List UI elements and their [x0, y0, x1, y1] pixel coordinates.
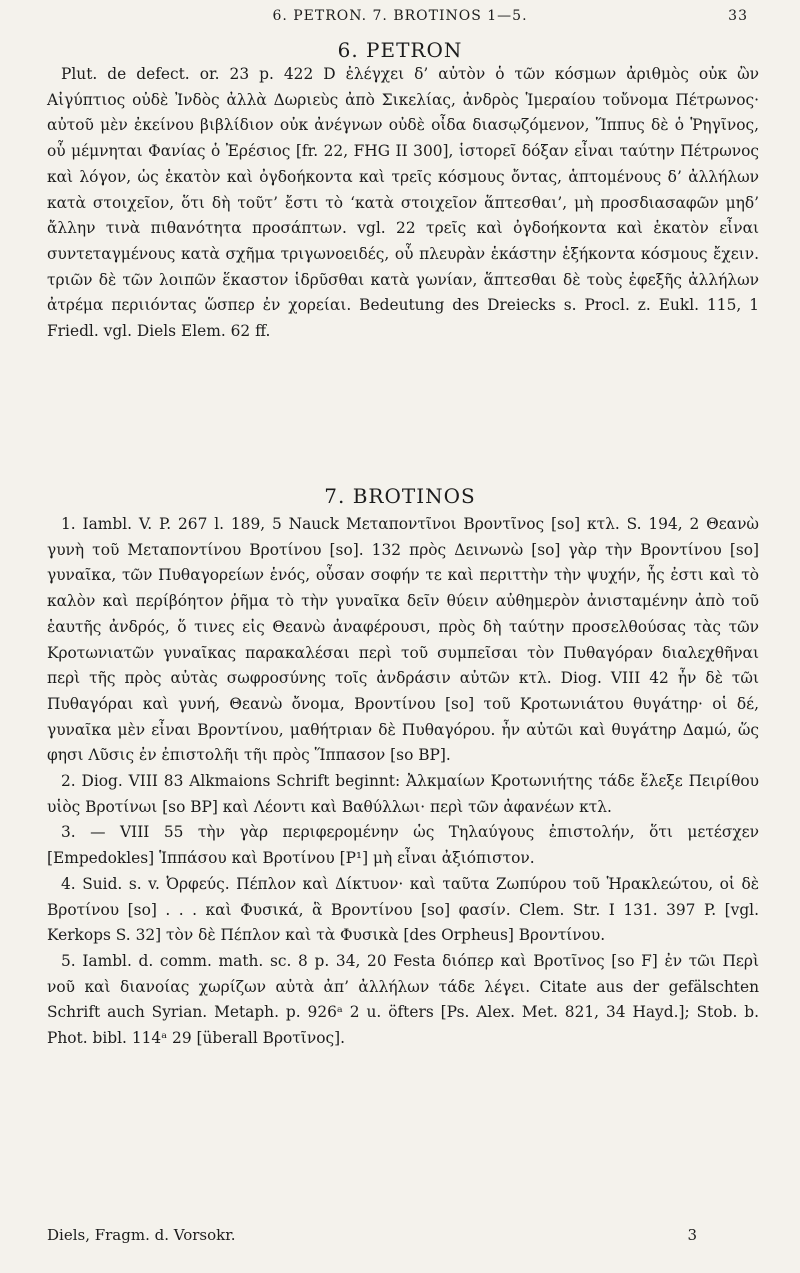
- brotinos-item-5: 5. Iambl. d. comm. math. sc. 8 p. 34, 20 Festa διόπερ καὶ Βροτῖνος [so F] ἐν τῶι Περὶ νοῦ καὶ διανοίας χωρίζων αὐτὰ ἀπ’ ἀλλήλων τάδε λέγει. Citate aus der gefälschten Schrift auch Syrian. Metaph. p. 926ᵃ 2 u. öfters [Ps. Alex. Met. 821, 34 Hayd.]; Stob. b. Phot. bibl. 114ᵃ 29 [überall Βροτῖνος].: [47, 951, 759, 1048]
- brotinos-paragraph-block: [47, 512, 759, 1052]
- brotinos-item-2: 2. Diog. VIII 83 Alkmaions Schrift beginnt: Ἀλκμαίων Κροτωνιήτης τάδε ἔλεξε Πειρίθου υἱὸς Βροτίνωι [so BP] καὶ Λέοντι καὶ Βαθύλλωι· περὶ τῶν ἀφανέων κτλ.: [47, 772, 759, 816]
- petron-paragraph: Plut. de defect. or. 23 p. 422 D ἐλέγχει δ’ αὐτὸν ὁ τῶν κόσμων ἀριθμὸς οὐκ ὢν Αἰγύπτιος οὐδὲ Ἰνδὸς ἀλλὰ Δωριεὺς ἀπὸ Σικελίας, ἀνδρὸς Ἱμεραίου τοὔνομα Πέτρωνος· αὐτοῦ μὲν ἐκείνου βιβλίδιον οὐκ ἀνέγνων οὐδὲ οἶδα διασῳζόμενον, Ἵππυς δὲ ὁ Ῥηγῖνος, οὗ μέμνηται Φανίας ὁ Ἐρέσιος [fr. 22, FHG II 300], ἱστορεῖ δόξαν εἶναι ταύτην Πέτρωνος καὶ λόγον, ὡς ἑκατὸν καὶ ὀγδοήκοντα καὶ τρεῖς κόσμους ὄντας, ἁπτομένους δ’ ἀλλήλων κατὰ στοιχεῖον, ὅτι δὴ τοῦτ’ ἔστι τὸ ‘κατὰ στοιχεῖον ἅπτεσθαι’, μὴ προσδιασαφῶν μηδ’ ἄλλην τινὰ πιθανότητα προσάπτων. vgl. 22 τρεῖς καὶ ὀγδοήκοντα καὶ ἑκατὸν εἶναι συντεταγμένους κατὰ σχῆμα τριγωνοειδές, οὗ πλευρὰν ἑκάστην ἑξήκοντα κόσμους ἔχειν. τριῶν δὲ τῶν λοιπῶν ἕκαστον ἱδρῦσθαι κατὰ γωνίαν, ἅπτεσθαι δὲ τοὺς ἐφεξῆς ἀλλήλων ἀτρέμα περιιόντας ὥσπερ ἐν χορείαι. Bedeutung des Dreiecks s. Procl. z. Eukl. 115, 1 Friedl. vgl. Diels Elem. 62 ff.: [47, 65, 759, 341]
- brotinos-item-4: 4. Suid. s. v. Ὀρφεύς. Πέπλον καὶ Δίκτυον· καὶ ταῦτα Ζωπύρου τοῦ Ἡρακλεώτου, οἱ δὲ Βροτίνου [so] . . . καὶ Φυσικά, ἃ Βροντίνου [so] φασίν. Clem. Str. I 131. 397 P. [vgl. Kerkops S. 32] τὸν δὲ Πέπλον καὶ τὰ Φυσικὰ [des Orpheus] Βροντίνου.: [47, 874, 759, 945]
- footer-signature: Diels, Fragm. d. Vorsokr.: [47, 1226, 236, 1244]
- section-heading-petron: 6. PETRON: [337, 38, 463, 62]
- brotinos-item-3: 3. — VIII 55 τὴν γὰρ περιφερομένην ὡς Τηλαύγους ἐπιστολήν, ὅτι μετέσχεν [Empedokles] Ἱππάσου καὶ Βροτίνου [P¹] μὴ εἶναι ἀξιόπιστον.: [47, 823, 759, 868]
- section-heading-brotinos: 7. BROTINOS: [324, 484, 476, 508]
- running-header: [0, 6, 800, 28]
- page-number: 33: [728, 8, 748, 24]
- page-footer: [47, 1226, 752, 1250]
- brotinos-item-1: 1. Iambl. V. P. 267 l. 189, 5 Nauck Μεταποντῖνοι Βροντῖνος [so] κτλ. S. 194, 2 Θεανὼ γυνὴ τοῦ Μεταποντίνου Βροτίνου [so]. 132 πρὸς Δεινωνὼ [so] γὰρ τὴν Βροντίνου [so] γυναῖκα, τῶν Πυθαγορείων ἑνός, οὖσαν σοφήν τε καὶ περιττὴν τὴν ψυχήν, ἧς ἐστι καὶ τὸ καλὸν καὶ περίβόητον ῥῆμα τὸ τὴν γυναῖκα δεῖν θύειν αὐθημερὸν ἀνισταμένην ἀπὸ τοῦ ἑαυτῆς ἀνδρός, ὅ τινες εἰς Θεανὼ ἀναφέρουσι, πρὸς δὴ ταύτην προσελθούσας τὰς τῶν Κροτωνιατῶν γυναῖκας παρακαλέσαι περὶ τοῦ συμπεῖσαι τὸν Πυθαγόραν διαλεχθῆναι περὶ τῆς πρὸς αὐτὰς σωφροσύνης τοῖς ἀνδράσιν αὐτῶν κτλ. Diog. VIII 42 ἦν δὲ τῶι Πυθαγόραι καὶ γυνή, Θεανὼ ὄνομα, Βροντίνου [so] τοῦ Κροτωνιάτου θυγάτηρ· οἱ δέ, γυναῖκα μὲν εἶναι Βροντίνου, μαθήτριαν δὲ Πυθαγόρου. ἦν αὐτῶι καὶ θυγάτηρ Δαμώ, ὥς φησι Λῦσις ἐν ἐπιστολῆι τῆι πρὸς Ἵππασον [so BP].: [47, 515, 759, 765]
- petron-paragraph-block: [47, 62, 759, 345]
- signature-mark: 3: [687, 1226, 697, 1244]
- running-title: 6. PETRON. 7. BROTINOS 1—5.: [272, 8, 528, 24]
